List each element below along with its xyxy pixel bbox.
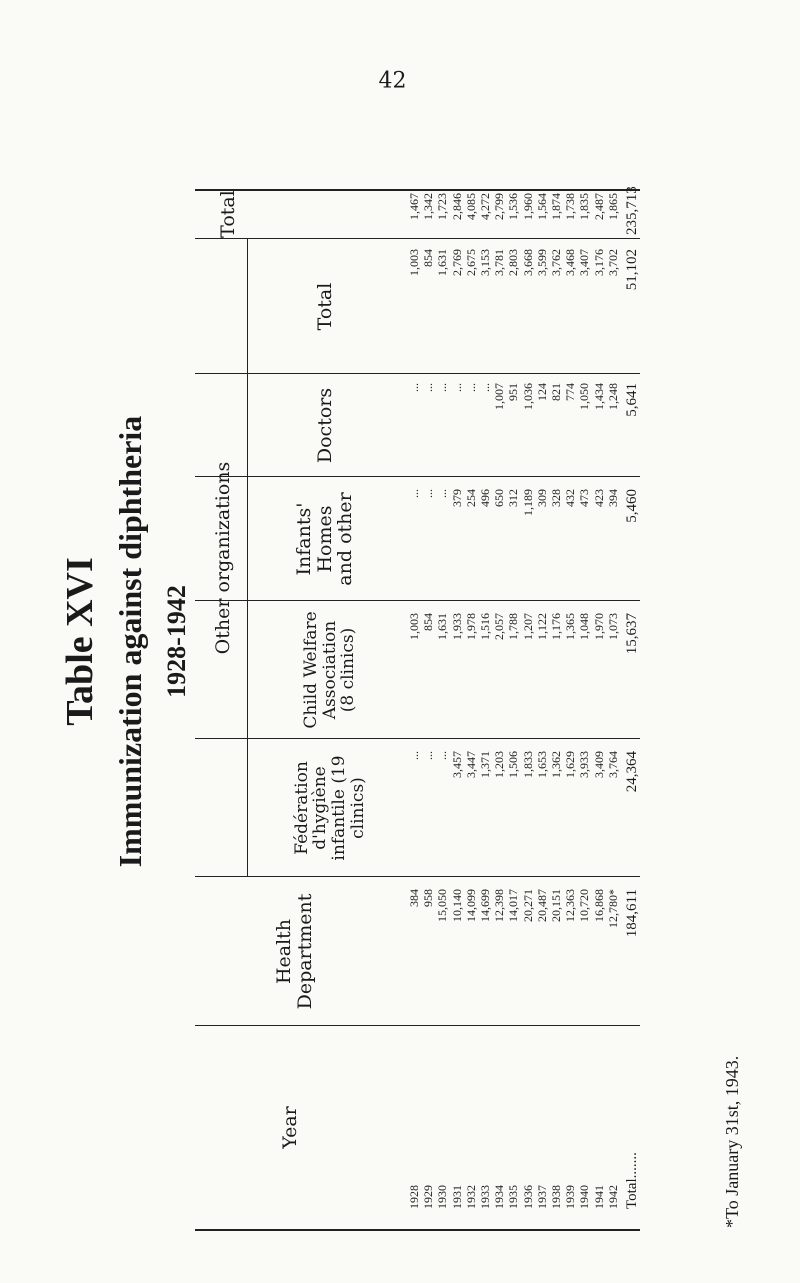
doctors-cell: 124 <box>534 383 549 401</box>
child-welfare-cell: 1,176 <box>549 613 563 640</box>
total-row-grand-total: 235,713 <box>624 186 640 235</box>
total-row-infants-homes: 5,460 <box>624 489 640 523</box>
infants-homes-cell: 496 <box>478 489 492 507</box>
year-cell: 1937 <box>534 1185 549 1209</box>
total-other-cell: 1,003 <box>407 249 421 276</box>
grand-total-cell: 1,960 <box>520 193 535 220</box>
doctors-cell: 951 <box>506 383 521 401</box>
health-department-cell: 20,151 <box>549 889 563 922</box>
total-other-cell: 3,668 <box>520 249 535 276</box>
header-grand-total: Total <box>216 190 239 238</box>
year-cell: 1932 <box>463 1185 478 1209</box>
health-department-cell: 15,050 <box>435 889 450 922</box>
grand-total-cell: 1,536 <box>506 193 521 220</box>
infants-homes-cell: 328 <box>549 489 563 507</box>
infants-homes-cell: 312 <box>506 489 521 507</box>
infants-homes-cell: 423 <box>591 489 606 507</box>
federation-cell: ... <box>435 751 450 760</box>
doctors-cell: ... <box>449 383 464 392</box>
year-cell: 1935 <box>506 1185 521 1209</box>
total-other-cell: 3,599 <box>534 249 549 276</box>
year-cell: 1936 <box>520 1185 535 1209</box>
header-health-department: Health Department <box>273 893 316 1010</box>
total-row-total-other: 51,102 <box>624 249 640 291</box>
grand-total-cell: 1,835 <box>577 193 592 220</box>
child-welfare-cell: 854 <box>421 613 436 631</box>
footnote: *To January 31st, 1943. <box>722 1055 742 1228</box>
total-row-federation: 24,364 <box>624 751 640 793</box>
doctors-cell: ... <box>421 383 436 392</box>
infants-homes-cell: 473 <box>577 489 592 507</box>
year-cell: 1928 <box>407 1185 421 1209</box>
infants-homes-cell: 432 <box>563 489 578 507</box>
child-welfare-cell: 1,978 <box>463 613 478 640</box>
grand-total-cell: 1,865 <box>605 193 620 220</box>
total-other-cell: 2,769 <box>449 249 464 276</box>
year-cell: 1939 <box>563 1185 578 1209</box>
health-department-cell: 14,099 <box>463 889 478 922</box>
doctors-cell: 1,050 <box>577 383 592 410</box>
health-department-cell: 12,363 <box>563 889 578 922</box>
infants-homes-cell: ... <box>421 489 436 498</box>
doctors-cell: 774 <box>563 383 578 401</box>
doctors-cell: 1,434 <box>591 383 606 410</box>
grand-total-cell: 1,564 <box>534 193 549 220</box>
year-cell: 1930 <box>435 1185 450 1209</box>
immunization-table <box>195 186 640 1231</box>
year-cell: 1929 <box>421 1185 436 1209</box>
child-welfare-cell: 1,207 <box>520 613 535 640</box>
header-doctors: Doctors <box>313 387 336 464</box>
total-other-cell: 3,762 <box>549 249 563 276</box>
infants-homes-cell: 379 <box>449 489 464 507</box>
child-welfare-cell: 1,122 <box>534 613 549 640</box>
grand-total-cell: 2,799 <box>492 193 507 220</box>
infants-homes-cell: 1,189 <box>520 489 535 516</box>
grand-total-cell: 2,846 <box>449 193 464 220</box>
health-department-cell: 20,271 <box>520 889 535 922</box>
child-welfare-cell: 1,048 <box>577 613 592 640</box>
total-other-cell: 2,803 <box>506 249 521 276</box>
year-cell: 1934 <box>492 1185 507 1209</box>
federation-cell: 1,506 <box>506 751 521 778</box>
child-welfare-cell: 2,057 <box>492 613 507 640</box>
federation-cell: 3,933 <box>577 751 592 778</box>
federation-cell: ... <box>407 751 421 760</box>
header-infants-homes: Infants' Homes and other <box>292 492 357 586</box>
child-welfare-cell: 1,365 <box>563 613 578 640</box>
health-department-cell: 10,140 <box>449 889 464 922</box>
header-other-organizations: Other organizations <box>211 461 234 655</box>
child-welfare-cell: 1,933 <box>449 613 464 640</box>
health-department-cell: 16,868 <box>591 889 606 922</box>
health-department-cell: 14,017 <box>506 889 521 922</box>
doctors-cell: 821 <box>549 383 563 401</box>
year-cell: 1942 <box>605 1185 620 1209</box>
infants-homes-cell: 309 <box>534 489 549 507</box>
child-welfare-cell: 1,970 <box>591 613 606 640</box>
health-department-cell: 12,780* <box>605 889 620 928</box>
health-department-cell: 958 <box>421 889 436 907</box>
federation-cell: 1,653 <box>534 751 549 778</box>
doctors-cell: 1,036 <box>520 383 535 410</box>
health-department-cell: 384 <box>407 889 421 907</box>
header-child-welfare: Child Welfare Association (8 clinics) <box>300 611 359 729</box>
doctors-cell: 1,248 <box>605 383 620 410</box>
child-welfare-cell: 1,003 <box>407 613 421 640</box>
header-year: Year <box>278 1106 301 1149</box>
infants-homes-cell: ... <box>435 489 450 498</box>
table-subtitle: Immunization against diphtheria <box>112 415 148 868</box>
total-row-child-welfare: 15,637 <box>624 613 640 655</box>
year-cell: 1933 <box>478 1185 492 1209</box>
total-other-cell: 2,675 <box>463 249 478 276</box>
federation-cell: 1,629 <box>563 751 578 778</box>
child-welfare-cell: 1,788 <box>506 613 521 640</box>
grand-total-cell: 4,272 <box>478 193 492 220</box>
doctors-cell: ... <box>478 383 492 392</box>
page-number: 42 <box>378 68 407 94</box>
total-other-cell: 1,631 <box>435 249 450 276</box>
total-other-cell: 3,781 <box>492 249 507 276</box>
child-welfare-cell: 1,516 <box>478 613 492 640</box>
grand-total-cell: 1,723 <box>435 193 450 220</box>
table-years-range: 1928-1942 <box>162 585 191 698</box>
infants-homes-cell: 254 <box>463 489 478 507</box>
grand-total-cell: 1,467 <box>407 193 421 220</box>
federation-cell: 3,409 <box>591 751 606 778</box>
federation-cell: 3,457 <box>449 751 464 778</box>
infants-homes-cell: ... <box>407 489 421 498</box>
infants-homes-cell: 650 <box>492 489 507 507</box>
total-row-label: Total....... <box>624 1152 640 1209</box>
grand-total-cell: 1,738 <box>563 193 578 220</box>
total-row-doctors: 5,641 <box>624 383 640 417</box>
federation-cell: 3,764 <box>605 751 620 778</box>
child-welfare-cell: 1,073 <box>605 613 620 640</box>
doctors-cell: 1,007 <box>492 383 507 410</box>
total-other-cell: 3,407 <box>577 249 592 276</box>
health-department-cell: 20,487 <box>534 889 549 922</box>
federation-cell: 1,371 <box>478 751 492 778</box>
child-welfare-cell: 1,631 <box>435 613 450 640</box>
total-row-health-department: 184,611 <box>624 889 640 938</box>
grand-total-cell: 1,342 <box>421 193 436 220</box>
health-department-cell: 10,720 <box>577 889 592 922</box>
federation-cell: 3,447 <box>463 751 478 778</box>
header-federation: Fédération d'hygiène infantile (19 clinics) <box>291 755 368 861</box>
year-cell: 1940 <box>577 1185 592 1209</box>
doctors-cell: ... <box>435 383 450 392</box>
grand-total-cell: 4,085 <box>463 193 478 220</box>
total-other-cell: 854 <box>421 249 436 267</box>
grand-total-cell: 1,874 <box>549 193 563 220</box>
year-cell: 1938 <box>549 1185 563 1209</box>
federation-cell: ... <box>421 751 436 760</box>
table-title: Table XVI <box>59 557 101 726</box>
infants-homes-cell: 394 <box>605 489 620 507</box>
year-cell: 1931 <box>449 1185 464 1209</box>
federation-cell: 1,833 <box>520 751 535 778</box>
total-other-cell: 3,702 <box>605 249 620 276</box>
federation-cell: 1,362 <box>549 751 563 778</box>
doctors-cell: ... <box>463 383 478 392</box>
year-cell: 1941 <box>591 1185 606 1209</box>
grand-total-cell: 2,487 <box>591 193 606 220</box>
health-department-cell: 12,398 <box>492 889 507 922</box>
header-total-other: Total <box>313 282 336 331</box>
total-other-cell: 3,153 <box>478 249 492 276</box>
total-other-cell: 3,176 <box>591 249 606 276</box>
doctors-cell: ... <box>407 383 421 392</box>
federation-cell: 1,203 <box>492 751 507 778</box>
total-other-cell: 3,468 <box>563 249 578 276</box>
health-department-cell: 14,699 <box>478 889 492 922</box>
